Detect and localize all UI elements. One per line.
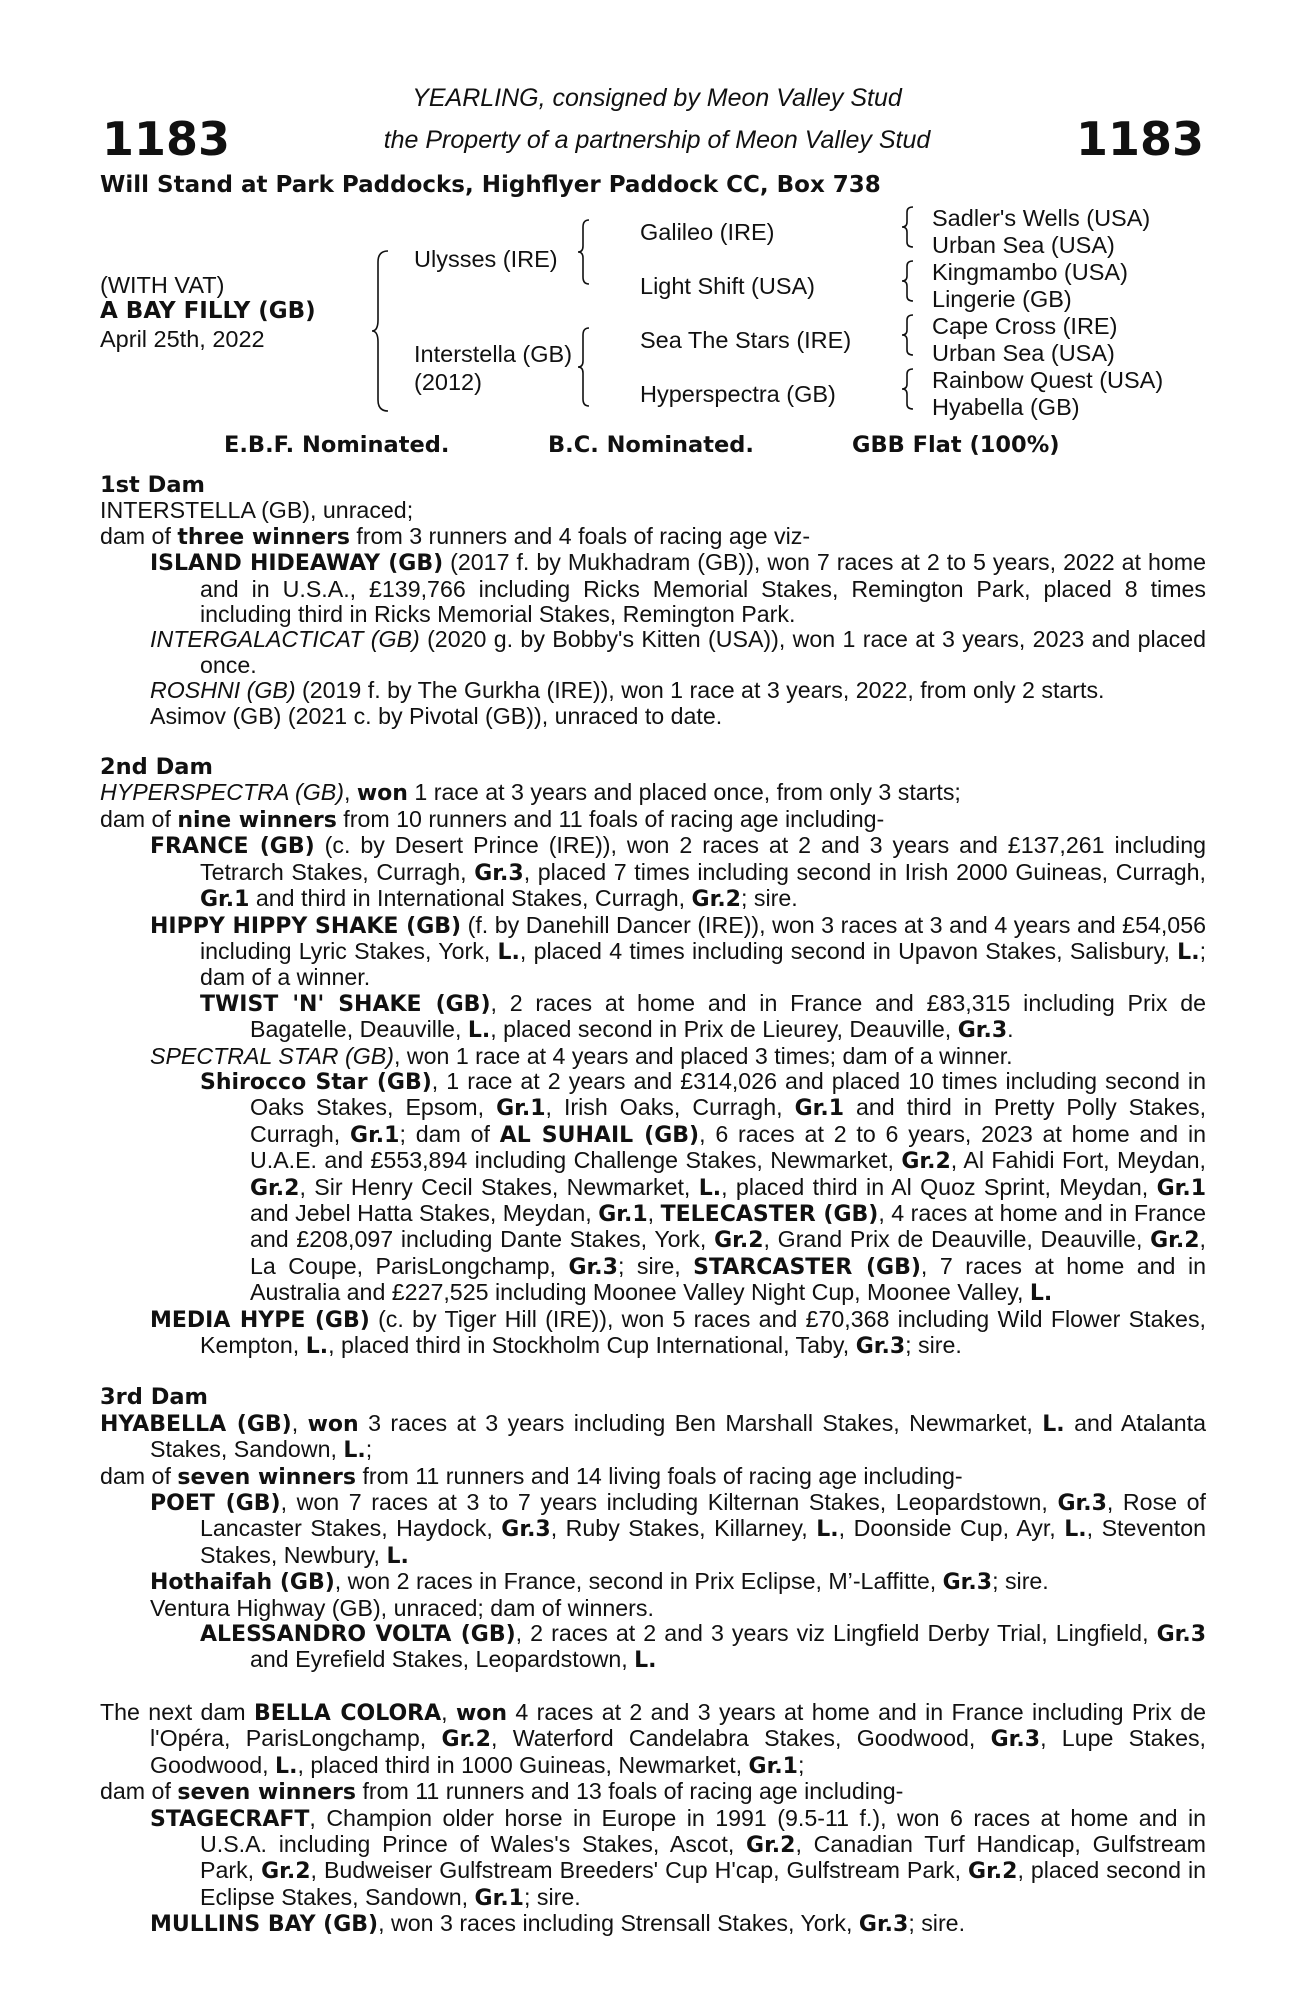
produce-asimov: Asimov (GB) (2021 c. by Pivotal (GB)), unraced to date. xyxy=(150,702,723,729)
pedigree-brace-main xyxy=(370,250,392,412)
vat-note: (WITH VAT) xyxy=(100,272,225,298)
produce-intergalacticat: INTERGALACTICAT (GB) (2020 g. by Bobby's Kitten (USA)), won 1 race at 3 years, 2023 and placed once. xyxy=(150,626,1206,678)
gbb-flat: GBB Flat (100%) xyxy=(852,432,1060,458)
next-dam-line: The next dam BELLA COLORA, won 4 races at 2 and 3 years at home and in France including Prix de l'Opéra, ParisLongchamp, Gr.2, Waterford Candelabra Stakes, Goodwood, Gr.3, Lupe Stakes, Goodwood, L., placed third in 1000 Guineas, Newmarket, Gr.1; xyxy=(100,1698,1207,1779)
pedigree-brace-ds xyxy=(900,314,916,356)
produce-stagecraft: STAGECRAFT, Champion older horse in Europe in 1991 (9.5-11 f.), won 6 races at home and in U.S.A. including Prince of Wales's Stakes, Ascot, Gr.2, Canadian Turf Handicap, Gulfstream Park, Gr.2, Budweiser Gulfstream Breeders' Cup H'cap, Gulfstream Park, Gr.2, placed second in Eclipse Stakes, Sandown, Gr.1; sire. xyxy=(150,1804,1206,1911)
pedigree-sss: Sadler's Wells (USA) xyxy=(932,205,1151,231)
produce-roshni: ROSHNI (GB) (2019 f. by The Gurkha (IRE)), won 1 race at 3 years, 2022, from only 2 starts. xyxy=(150,677,1105,704)
pedigree-brace-sd xyxy=(900,260,916,302)
pedigree-ssd: Urban Sea (USA) xyxy=(932,232,1115,258)
pedigree-dss: Cape Cross (IRE) xyxy=(932,313,1118,339)
produce-mullins-bay: MULLINS BAY (GB), won 3 races including Strensall Stakes, York, Gr.3; sire. xyxy=(150,1910,966,1938)
produce-hothaifah: Hothaifah (GB), won 2 races in France, second in Prix Eclipse, M’-Laffitte, Gr.3; sire. xyxy=(150,1568,1049,1596)
second-dam-produce-summary: dam of nine winners from 10 runners and 11 foals of racing age including- xyxy=(100,805,885,833)
pedigree-notes xyxy=(100,472,1206,1938)
produce-poet: POET (GB), won 7 races at 3 to 7 years including Kilternan Stakes, Leopardstown, Gr.3, Rose of Lancaster Stakes, Haydock, Gr.3, Ruby Stakes, Killarney, L., Doonside Cup, Ayr, L., Steventon Stakes, Newbury, L. xyxy=(150,1489,1206,1569)
produce-twist-n-shake: TWIST 'N' SHAKE (GB), 2 races at home and in France and £83,315 including Prix de Bagatelle, Deauville, L., placed second in Prix de Lieurey, Deauville, Gr.3. xyxy=(200,989,1207,1044)
produce-spectral-star: SPECTRAL STAR (GB), won 1 race at 4 years and placed 3 times; dam of a winner. xyxy=(150,1042,1013,1069)
pedigree-dsd: Urban Sea (USA) xyxy=(932,340,1115,366)
horse-dob: April 25th, 2022 xyxy=(100,326,265,352)
third-dam-produce-summary: dam of seven winners from 11 runners and 14 living foals of racing age including- xyxy=(100,1462,963,1490)
pedigree-dam-dam: Hyperspectra (GB) xyxy=(640,381,836,407)
second-dam-heading: 2nd Dam xyxy=(100,754,213,781)
ebf-nomination: E.B.F. Nominated. xyxy=(224,432,450,458)
pedigree-dds: Rainbow Quest (USA) xyxy=(932,367,1164,393)
pedigree-brace-dam xyxy=(576,327,592,407)
first-dam-line: INTERSTELLA (GB), unraced; xyxy=(100,497,414,524)
produce-france: FRANCE (GB) (c. by Desert Prince (IRE)), won 2 races at 2 and 3 years and £137,261 including Tetrarch Stakes, Curragh, Gr.3, placed 7 times including second in Irish 2000 Guineas, Curragh, Gr.1 and third in International Stakes, Curragh, Gr.2; sire. xyxy=(150,832,1206,913)
pedigree-brace-sire xyxy=(576,219,592,285)
pedigree-dam-sire: Sea The Stars (IRE) xyxy=(640,327,852,353)
first-dam-heading: 1st Dam xyxy=(100,472,205,498)
second-dam-line: HYPERSPECTRA (GB), won 1 race at 3 years and placed once, from only 3 starts; xyxy=(100,779,961,807)
next-dam-produce-summary: dam of seven winners from 11 runners and 13 foals of racing age including- xyxy=(100,1778,904,1806)
horse-name: A BAY FILLY (GB) xyxy=(100,298,316,324)
pedigree-brace-ss xyxy=(900,206,916,248)
pedigree-dam-year: (2012) xyxy=(414,369,482,395)
pedigree-sds: Kingmambo (USA) xyxy=(932,259,1128,285)
pedigree-sire: Ulysses (IRE) xyxy=(414,246,558,272)
lot-number-left: 1183 xyxy=(102,112,231,166)
third-dam-line: HYABELLA (GB), won 3 races at 3 years including Ben Marshall Stakes, Newmarket, L. and Atalanta Stakes, Sandown, L.; xyxy=(100,1409,1207,1464)
produce-ventura-highway: Ventura Highway (GB), unraced; dam of winners. xyxy=(150,1594,654,1621)
pedigree-sire-dam: Light Shift (USA) xyxy=(640,273,816,299)
produce-alessandro-volta: ALESSANDRO VOLTA (GB), 2 races at 2 and 3 years viz Lingfield Derby Trial, Lingfield, Gr.3 and Eyrefield Stakes, Leopardstown, L. xyxy=(200,1620,1207,1674)
third-dam-heading: 3rd Dam xyxy=(100,1384,208,1411)
stand-location: Will Stand at Park Paddocks, Highflyer Paddock CC, Box 738 xyxy=(100,172,881,198)
pedigree-dam: Interstella (GB) xyxy=(414,341,573,367)
pedigree-ddd: Hyabella (GB) xyxy=(932,394,1080,420)
produce-hippy-hippy-shake: HIPPY HIPPY SHAKE (GB) (f. by Danehill Dancer (IRE)), won 3 races at 3 and 4 years and £54,056 including Lyric Stakes, York, L., placed 4 times including second in Upavon Stakes, Salisbury, L.; dam of a winner. xyxy=(150,911,1207,991)
pedigree-sire-sire: Galileo (IRE) xyxy=(640,219,775,245)
consignment-line-2: the Property of a partnership of Meon Valley Stud xyxy=(383,126,931,154)
produce-shirocco-star: Shirocco Star (GB), 1 race at 2 years and £314,026 and placed 10 times including second in Oaks Stakes, Epsom, Gr.1, Irish Oaks, Curragh, Gr.1 and third in Pretty Polly Stakes, Curragh, Gr.1; dam of AL SUHAIL (GB), 6 races at 2 to 6 years, 2023 at home and in U.A.E. and £553,894 including Challenge Stakes, Newmarket, Gr.2, Al Fahidi Fort, Meydan, Gr.2, Sir Henry Cecil Stakes, Newmarket, L., placed third in Al Quoz Sprint, Meydan, Gr.1 and Jebel Hatta Stakes, Meydan, Gr.1, TELECASTER (GB), 4 races at home and in France and £208,097 including Dante Stakes, York, Gr.2, Grand Prix de Deauville, Deauville, Gr.2, La Coupe, ParisLongchamp, Gr.3; sire, STARCASTER (GB), 7 races at home and in Australia and £227,525 including Moonee Valley Night Cup, Moonee Valley, L. xyxy=(200,1067,1207,1307)
produce-media-hype: MEDIA HYPE (GB) (c. by Tiger Hill (IRE)), won 5 races and £70,368 including Wild Flower Stakes, Kempton, L., placed third in Stockholm Cup International, Taby, Gr.3; sire. xyxy=(150,1305,1206,1359)
pedigree-brace-dd xyxy=(900,368,916,410)
lot-number-right: 1183 xyxy=(1075,112,1204,166)
produce-island-hideaway: ISLAND HIDEAWAY (GB) (2017 f. by Mukhadram (GB)), won 7 races at 2 to 5 years, 2022 at home and in U.S.A., £139,766 including Ricks Memorial Stakes, Remington Park, placed 8 times including third in Ricks Memorial Stakes, Remington Park. xyxy=(150,549,1206,628)
consignment-line-1: YEARLING, consigned by Meon Valley Stud xyxy=(412,84,902,112)
bc-nomination: B.C. Nominated. xyxy=(548,432,754,458)
pedigree-sdd: Lingerie (GB) xyxy=(932,286,1072,312)
first-dam-produce-summary: dam of three winners from 3 runners and 4 foals of racing age viz- xyxy=(100,522,811,550)
